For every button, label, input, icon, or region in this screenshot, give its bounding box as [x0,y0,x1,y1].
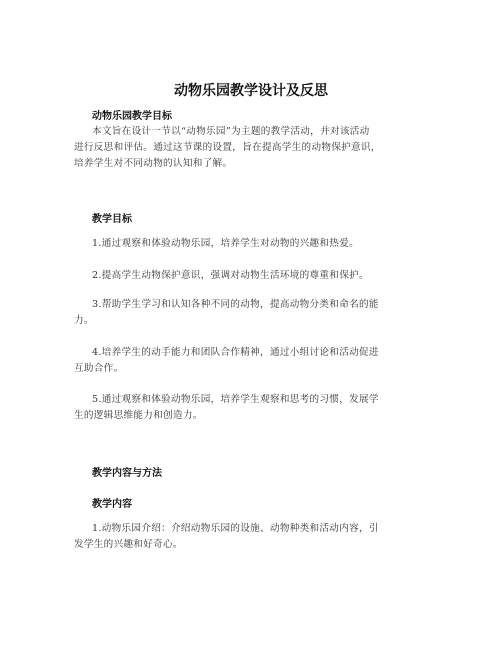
goal-line: 5.通过观察和体验动物乐园，培养学生观察和思考的习惯，发展学 [92,394,379,405]
content-item-1 [74,521,444,553]
goal-item-2 [74,268,444,284]
document-title: 动物乐园教学设计及反思 [174,83,328,99]
objectives-heading: 动物乐园教学目标 [92,111,172,122]
intro-line: 进行反思和评估。通过这节课的设置，旨在提高学生的动物保护意识， [74,142,381,153]
goal-line: 3.帮助学生学习和认知各种不同的动物，提高动物分类和命名的能 [92,299,379,310]
content-line: 1.动物乐园介绍：介绍动物乐园的设施、动物种类和活动内容，引 [92,523,379,534]
intro-line: 本文旨在设计一节以“动物乐园”为主题的教学活动，并对该活动 [92,126,370,137]
goal-line: 力。 [74,315,94,326]
intro-line: 培养学生对不同动物的认知和了解。 [74,158,233,169]
intro-paragraph [74,124,444,172]
goal-item-4 [74,345,444,377]
goal-line: 1.通过观察和体验动物乐园，培养学生对动物的兴趣和热爱。 [92,238,359,249]
content-heading: 教学内容 [92,499,132,510]
goals-heading: 教学目标 [92,214,132,225]
goal-line: 互助合作。 [74,363,124,374]
goal-line: 生的逻辑思维能力和创造力。 [74,410,203,421]
goal-item-5 [74,392,444,424]
goal-line: 4.培养学生的动手能力和团队合作精神，通过小组讨论和活动促进 [92,347,379,358]
goal-line: 2.提高学生动物保护意识，强调对动物生活环境的尊重和保护。 [92,270,369,281]
goal-item-1 [74,236,444,252]
content-line: 发学生的兴趣和好奇心。 [74,539,183,550]
goal-item-3 [74,297,444,329]
content-method-heading: 教学内容与方法 [92,468,162,479]
